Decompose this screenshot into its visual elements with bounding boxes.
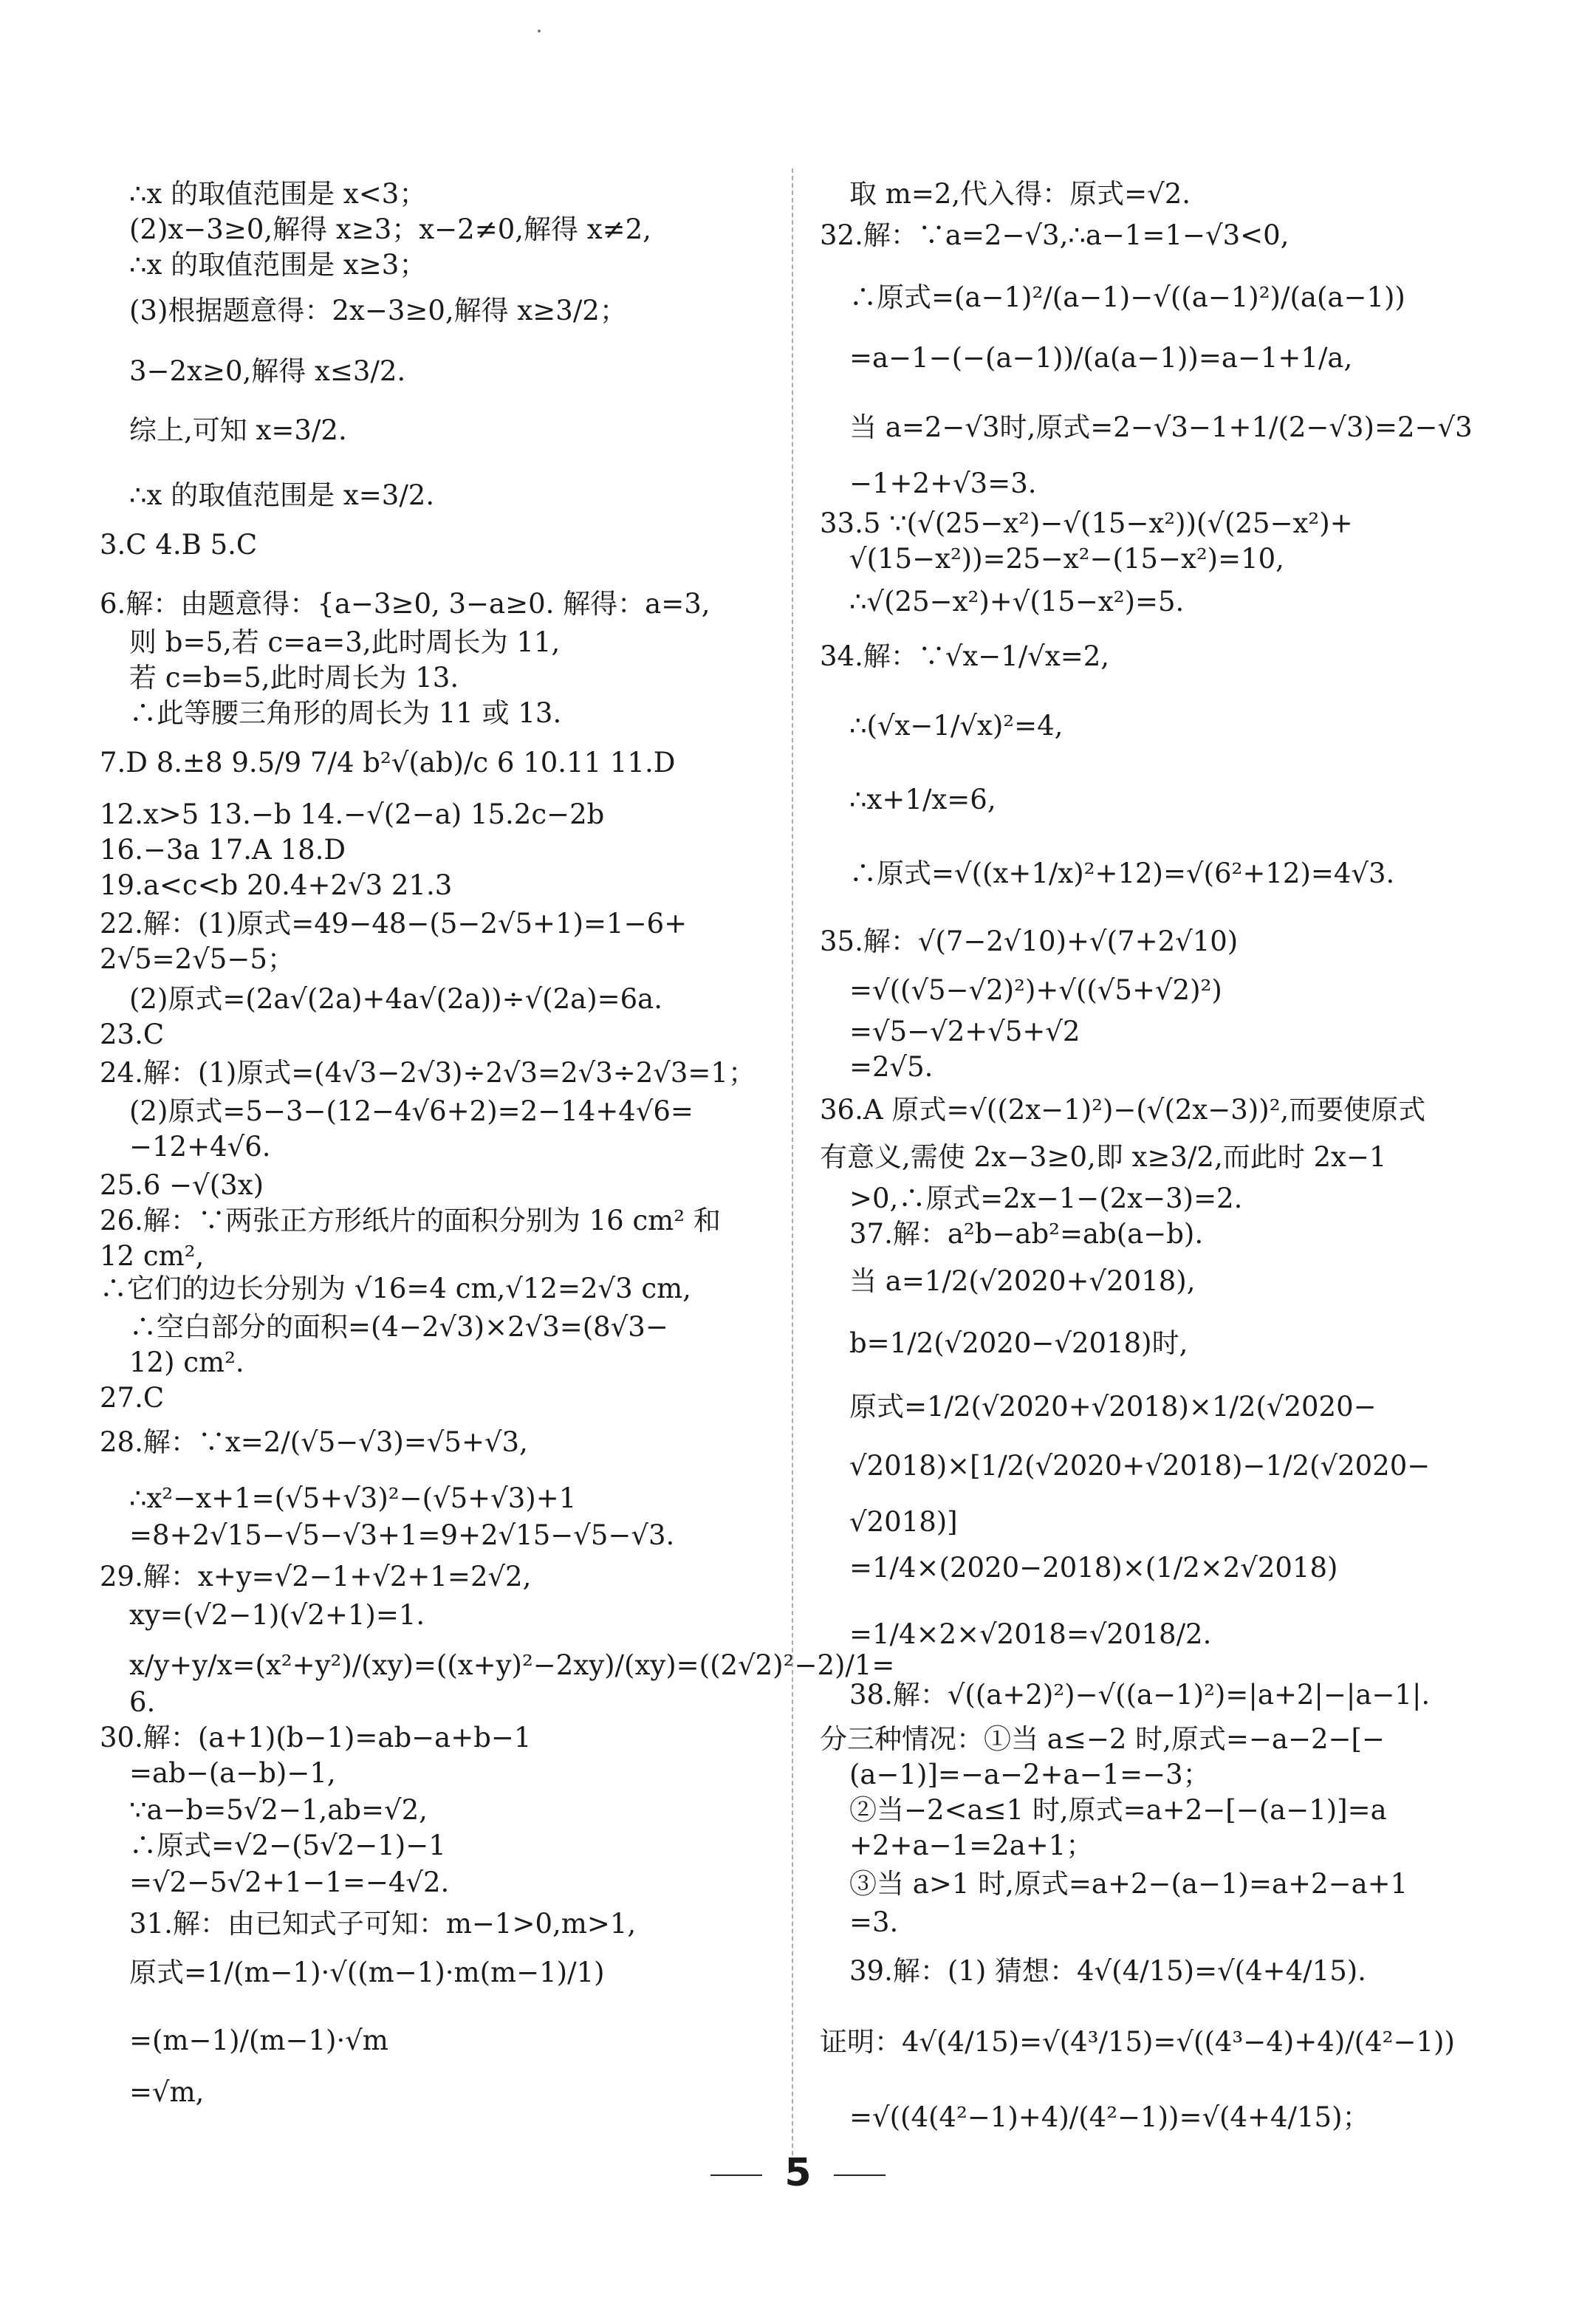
- right-text-line: 32.解：∵a=2−√3,∴a−1=1−√3<0,: [820, 219, 1290, 251]
- right-text-line: ③当 a>1 时,原式=a+2−(a−1)=a+2−a+1: [849, 1868, 1408, 1900]
- left-text-line: 6.解：由题意得：{a−3≥0, 3−a≥0. 解得：a=3,: [100, 588, 710, 620]
- left-text-line: 26.解：∵两张正方形纸片的面积分别为 16 cm² 和: [100, 1205, 721, 1236]
- right-text-line: √2018)]: [849, 1506, 958, 1538]
- left-text-line: (2)x−3≥0,解得 x≥3；x−2≠0,解得 x≠2,: [129, 213, 651, 245]
- left-text-line: 30.解：(a+1)(b−1)=ab−a+b−1: [100, 1722, 532, 1753]
- right-text-line: ∴x+1/x=6,: [849, 784, 996, 815]
- left-text-line: ∵a−b=5√2−1,ab=√2,: [129, 1794, 428, 1826]
- right-text-line: =a−1−(−(a−1))/(a(a−1))=a−1+1/a,: [849, 342, 1353, 374]
- left-text-line: 12 cm²,: [100, 1240, 205, 1272]
- left-text-line: 12) cm².: [129, 1346, 244, 1378]
- left-text-line: 19.a<c<b 20.4+2√3 21.3: [100, 869, 453, 901]
- right-text-line: 取 m=2,代入得：原式=√2.: [849, 178, 1191, 210]
- right-text-line: 33.5 ∵(√(25−x²)−√(15−x²))(√(25−x²)+: [820, 507, 1353, 539]
- left-text-line: 31.解：由已知式子可知：m−1>0,m>1,: [129, 1908, 637, 1940]
- left-text-line: =ab−(a−b)−1,: [129, 1757, 336, 1789]
- left-text-line: =√m,: [129, 2076, 205, 2108]
- left-text-line: 则 b=5,若 c=a=3,此时周长为 11,: [129, 626, 561, 658]
- left-text-line: 12.x>5 13.−b 14.−√(2−a) 15.2c−2b: [100, 798, 605, 830]
- left-text-line: 若 c=b=5,此时周长为 13.: [129, 662, 459, 694]
- left-text-line: 29.解：x+y=√2−1+√2+1=2√2,: [100, 1561, 532, 1592]
- right-text-line: 分三种情况：①当 a≤−2 时,原式=−a−2−[−: [820, 1723, 1385, 1755]
- left-text-line: (2)原式=(2a√(2a)+4a√(2a))÷√(2a)=6a.: [129, 983, 662, 1015]
- left-text-line: (3)根据题意得：2x−3≥0,解得 x≥3/2；: [129, 295, 627, 326]
- right-text-line: 35.解：√(7−2√10)+√(7+2√10): [820, 925, 1239, 957]
- right-text-line: >0,∴原式=2x−1−(2x−3)=2.: [849, 1183, 1243, 1214]
- left-text-line: −12+4√6.: [129, 1131, 271, 1163]
- left-text-line: 原式=1/(m−1)·√((m−1)·m(m−1)/1): [129, 1957, 605, 1988]
- left-text-line: ∴它们的边长分别为 √16=4 cm,√12=2√3 cm,: [100, 1273, 691, 1304]
- left-text-line: =8+2√15−√5−√3+1=9+2√15−√5−√3.: [129, 1519, 675, 1551]
- top-dot: [538, 30, 541, 32]
- right-text-line: 原式=1/2(√2020+√2018)×1/2(√2020−: [849, 1391, 1377, 1423]
- right-text-line: √(15−x²))=25−x²−(15−x²)=10,: [849, 543, 1284, 575]
- right-text-line: 当 a=1/2(√2020+√2018),: [849, 1265, 1196, 1297]
- right-text-line: =3.: [849, 1906, 899, 1938]
- left-text-line: ∴x²−x+1=(√5+√3)²−(√5+√3)+1: [129, 1482, 577, 1514]
- column-divider: [792, 168, 793, 2163]
- right-text-line: ②当−2<a≤1 时,原式=a+2−[−(a−1)]=a: [849, 1794, 1387, 1826]
- left-text-line: 综上,可知 x=3/2.: [129, 414, 347, 446]
- left-text-line: ∴x 的取值范围是 x<3；: [129, 178, 427, 210]
- left-text-line: =√2−5√2+1−1=−4√2.: [129, 1866, 450, 1898]
- right-text-line: 37.解：a²b−ab²=ab(a−b).: [849, 1218, 1204, 1250]
- right-text-line: +2+a−1=2a+1；: [849, 1830, 1094, 1861]
- right-text-line: 36.A 原式=√((2x−1)²)−(√(2x−3))²,而要使原式: [820, 1094, 1426, 1126]
- page-number: [0, 2151, 1596, 2195]
- left-text-line: 24.解：(1)原式=(4√3−2√3)÷2√3=2√3÷2√3=1；: [100, 1057, 756, 1089]
- left-text-line: 25.6 −√(3x): [100, 1169, 264, 1201]
- left-text-line: xy=(√2−1)(√2+1)=1.: [129, 1599, 425, 1631]
- right-text-line: 有意义,需使 2x−3≥0,即 x≥3/2,而此时 2x−1: [820, 1141, 1387, 1173]
- left-text-line: ∴x 的取值范围是 x≥3；: [129, 249, 427, 281]
- left-text-line: 27.C: [100, 1382, 165, 1414]
- left-text-line: 3−2x≥0,解得 x≤3/2.: [129, 355, 406, 387]
- page-number-text: 5: [784, 2151, 812, 2195]
- left-text-line: =(m−1)/(m−1)·√m: [129, 2025, 388, 2056]
- right-text-line: ∴√(25−x²)+√(15−x²)=5.: [849, 586, 1185, 617]
- left-text-line: ∴原式=√2−(5√2−1)−1: [129, 1830, 446, 1861]
- left-text-line: ∴x 的取值范围是 x=3/2.: [129, 479, 435, 511]
- right-text-line: =√((4(4²−1)+4)/(4²−1))=√(4+4/15)；: [849, 2101, 1370, 2133]
- left-text-line: 6.: [129, 1686, 156, 1718]
- right-text-line: 34.解：∵√x−1/√x=2,: [820, 640, 1110, 672]
- left-text-line: ∴此等腰三角形的周长为 11 或 13.: [129, 697, 562, 729]
- right-text-line: =√((√5−√2)²)+√((√5+√2)²): [849, 974, 1222, 1006]
- left-text-line: ∴空白部分的面积=(4−2√3)×2√3=(8√3−: [129, 1311, 668, 1343]
- left-text-line: (2)原式=5−3−(12−4√6+2)=2−14+4√6=: [129, 1095, 693, 1127]
- right-text-line: 证明：4√(4/15)=√(4³/15)=√((4³−4)+4)/(4²−1)): [820, 2026, 1455, 2058]
- left-text-line: 2√5=2√5−5；: [100, 943, 295, 975]
- left-text-line: 23.C: [100, 1019, 165, 1050]
- right-text-line: ∴原式=(a−1)²/(a−1)−√((a−1)²)/(a(a−1)): [849, 281, 1405, 313]
- right-text-line: −1+2+√3=3.: [849, 468, 1037, 499]
- right-text-line: ∴(√x−1/√x)²=4,: [849, 710, 1064, 742]
- right-text-line: ∴原式=√((x+1/x)²+12)=√(6²+12)=4√3.: [849, 858, 1395, 889]
- right-text-line: b=1/2(√2020−√2018)时,: [849, 1327, 1188, 1359]
- right-text-line: √2018)×[1/2(√2020+√2018)−1/2(√2020−: [849, 1450, 1431, 1482]
- right-text-line: 38.解：√((a+2)²)−√((a−1)²)=|a+2|−|a−1|.: [849, 1679, 1431, 1711]
- right-text-line: =√5−√2+√5+√2: [849, 1016, 1080, 1047]
- right-text-line: 当 a=2−√3时,原式=2−√3−1+1/(2−√3)=2−√3: [849, 411, 1473, 443]
- left-text-line: 22.解：(1)原式=49−48−(5−2√5+1)=1−6+: [100, 908, 688, 940]
- left-text-line: 3.C 4.B 5.C: [100, 529, 258, 561]
- left-text-line: 28.解：∵x=2/(√5−√3)=√5+√3,: [100, 1426, 528, 1458]
- right-text-line: 39.解：(1) 猜想：4√(4/15)=√(4+4/15).: [849, 1955, 1366, 1987]
- right-text-line: =1/4×2×√2018=√2018/2.: [849, 1618, 1212, 1650]
- left-text-line: 7.D 8.±8 9.5/9 7/4 b²√(ab)/c 6 10.11 11.D: [100, 747, 676, 778]
- left-text-line: 16.−3a 17.A 18.D: [100, 834, 346, 866]
- right-text-line: =2√5.: [849, 1051, 934, 1083]
- right-text-line: =1/4×(2020−2018)×(1/2×2√2018): [849, 1552, 1338, 1584]
- left-text-line: x/y+y/x=(x²+y²)/(xy)=((x+y)²−2xy)/(xy)=((2√2)²−2)/1=: [129, 1649, 895, 1681]
- right-text-line: (a−1)]=−a−2+a−1=−3；: [849, 1759, 1210, 1790]
